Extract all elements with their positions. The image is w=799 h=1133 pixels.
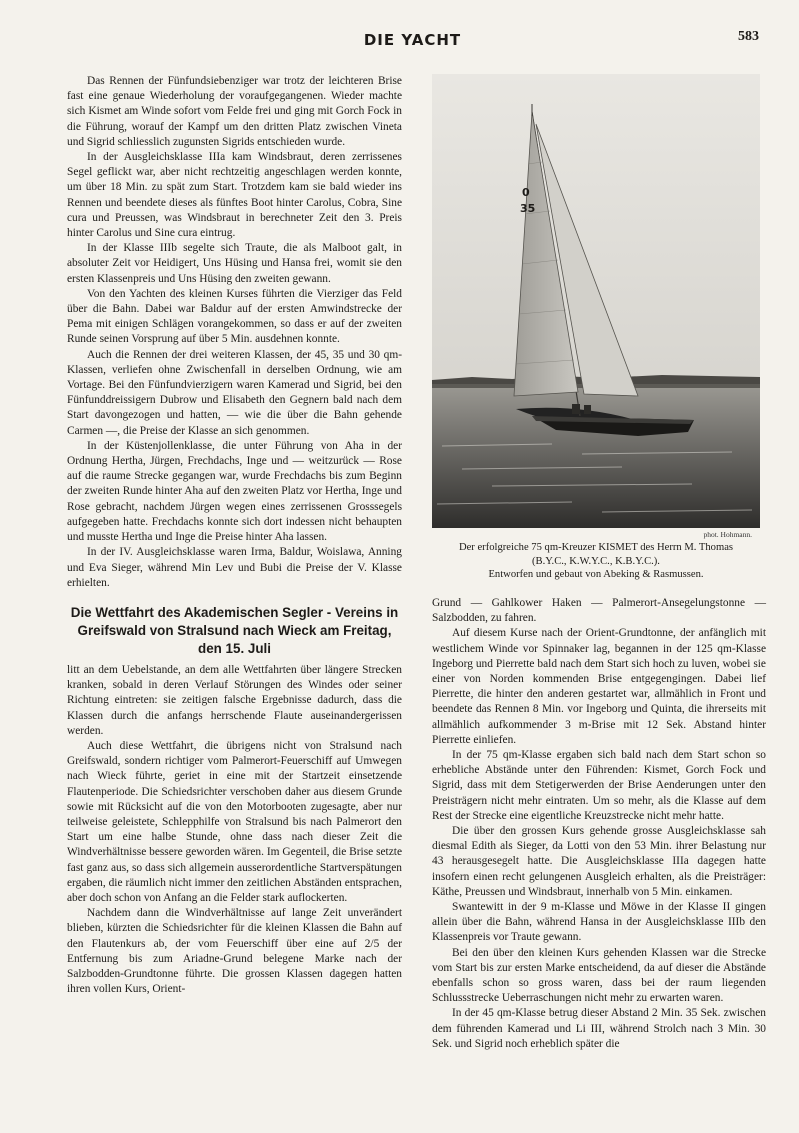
paragraph: Die über den grossen Kurs gehende grosse Ausgleichsklasse sah diesmal Edith als Sieger, da Lotti von den 53 Min. ihrer Belastung nur 43 herausgesegelt hatte. Die Ausgleichsklasse IIIa dagegen hatte insofern einen recht gelungenen Ausgleich erhalten, als die Preisträger: Käthe, Preussen und Windsbraut, innerhalb von 5 Min. einkamen. — [432, 825, 766, 898]
paragraph: In der 45 qm-Klasse betrug dieser Abstand 2 Min. 35 Sek. zwischen dem führenden Kamerad und Li III, während Strolch nach 3 Min. 30 Sek. und Sigrid noch erheblich später die — [432, 1007, 766, 1050]
page-header — [60, 29, 765, 51]
paragraph: Grund — Gahlkower Haken — Palmerort-Ansegelungstonne — Salzbodden, zu fahren. — [432, 597, 766, 625]
paragraph: Auf diesem Kurse nach der Orient-Grundtonne, der anfänglich mit westlichem Winde vor Spinnaker lag, begannen in der 125 qm-Klasse Ingeborg und Pierrette bald nach dem Start sich hoch zu luven, wobei sie einer von Norden kommenden Brise entgegengingen. Dabei lief Pierrette, die hinter den anderen gestartet war, allmählich in Front und beendete das Rennen 8 Min. vor Ingeborg und Quinta, die ihrerseits mit allmählich aufkommender 3 m-Brise mit 12 Sek. Abstand hinter Pierrette einliefen. — [432, 627, 766, 746]
paragraph: Nachdem dann die Windverhältnisse auf lange Zeit unverändert blieben, kürzten die Schiedsrichter für die kleinen Klassen die Bahn auf den Flautenkurs ab, der vom Feuerschiff über eine auf 2/5 der Entfernung bis zum Ariadne-Grund belegene Marke nach der Salzbodden-Grundtonne führte. Die grossen Klassen dagegen hatten ihren vollen Kurs, Orient- — [67, 907, 402, 996]
caption-line: Der erfolgreiche 75 qm-Kreuzer KISMET des Herrn M. Thomas — [458, 542, 734, 553]
yacht-photo — [432, 74, 760, 528]
sail-number-text: 0 — [522, 186, 530, 199]
photo-caption — [426, 541, 766, 582]
paragraph: In der Küstenjollenklasse, die unter Führung von Aha in der Ordnung Hertha, Jürgen, Frechdachs, Inge und — weitzurück — Rose auf die raume Strecke gegangen war, wurde Frechdachs bis zum Beginn der zweiten Runde hinter Aha auf den zweiten Platz vor Hertha, Inge und Rose gebracht, nachdem Jürgen wegen eines zerrissenen Grosssegels aufgegeben hatte. Frechdachs konnte sich dort indessen nicht behaupten und musste Hertha und Inge die Preise hinter Aha lassen. — [67, 439, 402, 544]
paragraph: Das Rennen der Fünfundsiebenziger war trotz der leichteren Brise fast eine genaue Wiederholung der voraufgegangenen. Wieder machte sich Kismet am Winde sofort vom Felde frei und ging mit Gorch Fock in die Führung, worauf der Kampf um den dritten Platz zwischen Vineta und Sigrid schliesslich zugunsten Sigrids entschieden wurde. — [67, 75, 402, 148]
photo-credit: phot. Hohmann. — [703, 530, 752, 539]
svg-text:35: 35 — [520, 202, 536, 215]
page-number: 583 — [738, 29, 759, 44]
paragraph: In der Ausgleichsklasse IIIa kam Windsbraut, deren zerrissenes Segel geflickt war, aber nicht rechtzeitig angeschlagen werden konnte, um über 18 Min. zu spät zum Start. Trotzdem kam sie bald wieder ins Rennen und beendete dieses als fünftes Boot hinter Carolus, Cobra, Sine cura und Preussen, was Windsbraut in berechneter Zeit den 3. Preis hinter Carolus und Sine cura eintrug. — [67, 151, 402, 240]
running-title: DIE YACHT — [363, 31, 462, 49]
right-column — [432, 596, 766, 1052]
paragraph: In der 75 qm-Klasse ergaben sich bald nach dem Start schon so erhebliche Abstände unter den Führenden: Kismet, Gorch Fock und Sigrid, dass mit dem Stetigerwerden der Brise Aenderungen unter den Preisträgern nicht mehr eintraten. Um so mehr, als die Klasse auf dem Rest der Strecke eine eigentliche Kreuzstrecke nicht mehr hatte. — [432, 749, 766, 822]
paragraph: Bei den über den kleinen Kurs gehenden Klassen war die Strecke vom Start bis zur ersten Marke entscheidend, da auf dieser die Abstände ebenfalls schon so gross waren, dass bei der raum liegenden Schlussstrecke Ueberraschungen nicht mehr zu erwarten waren. — [432, 946, 766, 1005]
paragraph: Auch die Rennen der drei weiteren Klassen, der 45, 35 und 30 qm-Klassen, verliefen ohne Zwischenfall in derselben Ordnung, wie am Vortage. Bei den Fünfundvierzigern waren Kamerad und Sigrid, bei den Fünfunddreissigern Dubrow und Elisabeth den Gegnern bald nach dem Start davongezogen und hatten, — wie die über die Bahn gehende Carmen —, die Preise der Klasse an sich genommen. — [67, 348, 402, 437]
section-heading: Die Wettfahrt des Akademischen Segler - Vereins in Greifswald von Stralsund nach Wieck am Freitag, den 15. Juli — [70, 604, 399, 656]
caption-line: (B.Y.C., K.W.Y.C., K.B.Y.C.). — [532, 555, 660, 567]
caption-line: Entworfen und gebaut von Abeking & Rasmussen. — [488, 569, 704, 581]
sailboat-photo-image — [432, 74, 760, 528]
paragraph: In der Klasse IIIb segelte sich Traute, die als Malboot galt, in absoluter Zeit vor Heidigert, Uns Hüsing und Hansa frei, womit sie den ersten Klassenpreis und Uns Hüsing den zweiten gewann. — [67, 242, 402, 285]
paragraph: In der IV. Ausgleichsklasse waren Irma, Baldur, Woislawa, Anning und Eva Sieger, während Min Lev und Bubi die Preise der V. Klasse erhielten. — [67, 546, 402, 589]
left-column — [67, 74, 402, 997]
paragraph: Swantewitt in der 9 m-Klasse und Möwe in der Klasse II gingen allein über die Bahn, während Hansa in der Ausgleichsklasse IIIb den Klassenpreis vor Traute gewann. — [432, 901, 766, 944]
paragraph: Auch diese Wettfahrt, die übrigens nicht von Stralsund nach Greifswald, sondern richtiger vom Palmerort-Feuerschiff auf Umwegen nach Wieck führte, geriet in eine mit der Startzeit einsetzende Flautenperiode. Die Schiedsrichter verschoben daher aus diesem Grunde sowie mit Rücksicht auf die von den Motorbooten zugesagte, aber nur teilweise geleistete, Schlepphilfe von Stralsund bis nach Palmerort den Start um eine halbe Stunde, ohne dass nach dieser Zeit die Windverhältnisse bessere geworden wären. Im Gegenteil, die Brise setzte fast ganz aus, so dass sich allgemein ausserordentliche Startverspätungen ergaben, die räumlich nicht immer den zeitlichen Abständen entsprachen, aber doch schon von Anfang an die Felder stark auflockerten. — [67, 739, 402, 904]
paragraph: litt an dem Uebelstande, an dem alle Wettfahrten über längere Strecken kranken, sobald in deren Verlauf Störungen des Windes oder seiner Richtung eintreten: sie zeitigen falsche Ergebnisse dadurch, dass die Klassen durch die anfangs herrschende Flaute auseinandergerissen werden. — [67, 663, 402, 737]
paragraph: Von den Yachten des kleinen Kurses führten die Vierziger das Feld über die Bahn. Dabei war Baldur auf der ersten Amwindstrecke der Pema mit einigen Schlägen vorangekommen, so dass er auf der zweiten Runde seinen Vorsprung auf über 5 Min. ausdehnen konnte. — [67, 287, 402, 346]
